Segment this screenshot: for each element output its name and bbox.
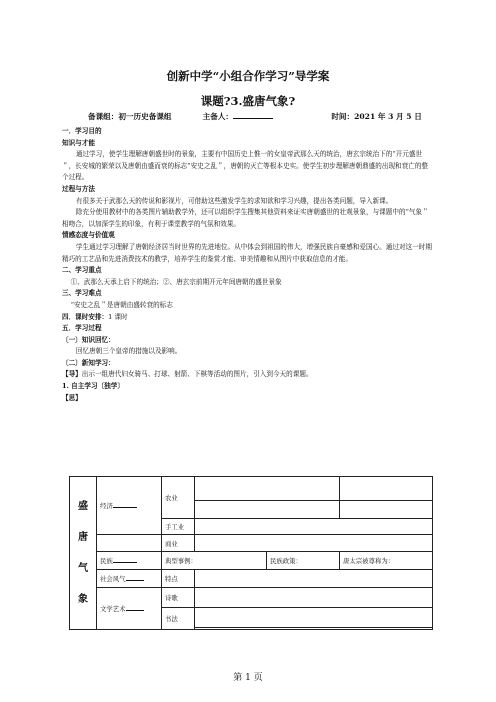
- policy-label: 民族政策：: [270, 557, 302, 566]
- prep-group: 备课组：初一历史备课组: [88, 112, 172, 121]
- custom-label: 社会风气: [100, 574, 126, 583]
- vertical-char-4: 象: [78, 594, 88, 605]
- schedule-line: [62, 312, 434, 324]
- poetry-answer[interactable]: [195, 587, 433, 607]
- heading-self-study: 1. 自主学习〔独学〕: [62, 382, 124, 391]
- agriculture-answer-3[interactable]: [195, 501, 340, 519]
- document-body: [62, 126, 434, 404]
- handicraft-answer[interactable]: [195, 519, 433, 535]
- heading-key-points: 二、学习重点: [62, 266, 102, 275]
- paragraph-process-2: 除充分使用教材中的各类图片辅助教学外，还可以组织学生搜集其他资料来证实唐朝盛世的壮观景象，与课题中的“气象＂相吻合，以加深学生的印象，有利于课堂教学的气氛和效果。: [62, 208, 429, 228]
- features-label: 特点: [165, 574, 178, 583]
- lesson-title: 课题?3.盛唐气象?: [200, 94, 296, 108]
- agriculture-label: 农业: [165, 494, 178, 503]
- heading-difficulty: 三、学习难点: [62, 289, 102, 298]
- commerce-cell: [162, 534, 195, 552]
- calligraphy-answer-extra[interactable]: [195, 627, 433, 629]
- schedule-value: 1 课时: [108, 312, 128, 321]
- typical-label: 典型事例：: [165, 557, 197, 566]
- ethnic-blank: [113, 556, 137, 563]
- intro-tag: 【导】: [62, 370, 82, 379]
- economy-cell: [97, 477, 162, 535]
- commerce-spacer: [97, 534, 162, 552]
- culture-blank: [126, 604, 144, 611]
- poetry-label: 诗歌: [165, 593, 178, 602]
- heading-objectives: 一．学习目的: [62, 127, 102, 135]
- vertical-char-2: 唐: [78, 532, 88, 543]
- heading-new-learning: 〔二〕新知学习：: [62, 358, 115, 367]
- heading-knowledge: 知识与才能: [62, 138, 95, 147]
- ethnic-label: 民族: [100, 557, 113, 566]
- meta-line: [88, 111, 422, 122]
- calligraphy-answer[interactable]: [195, 607, 433, 627]
- custom-blank: [126, 574, 144, 581]
- study-table: [69, 476, 433, 630]
- vertical-char-1: 盛: [78, 501, 88, 512]
- calligraphy-cell: [162, 607, 195, 629]
- paragraph-emotion: 学生通过学习理解了唐朝经济居当时世界的先进地位。从中体会到祖国的伟大，增强民族自豪感和爱国心。通过对这一时期精巧的工艺品和先进消费技术的教学，培养学生的鉴赏才能、审美情趣和从图片中获取信息的才能。: [62, 242, 432, 263]
- heading-process: 过程与方法: [62, 184, 95, 193]
- preparer-blank: [233, 111, 273, 119]
- paragraph-intro: [62, 369, 434, 381]
- economy-blank: [113, 501, 137, 508]
- ethnic-cell: [97, 552, 162, 570]
- paragraph-review: 回忆唐朝三个皇帝的措施以及影响。: [75, 347, 182, 356]
- heading-emotion: 情感态度与价值观: [62, 231, 115, 240]
- typical-cell[interactable]: [162, 552, 267, 570]
- culture-cell: [97, 587, 162, 629]
- agriculture-answer-4[interactable]: [340, 501, 433, 519]
- vertical-char-3: 气: [78, 563, 88, 574]
- preparer-label: 主备人：: [202, 112, 234, 121]
- custom-cell: [97, 570, 162, 588]
- page-number: 第 1 页: [233, 673, 263, 683]
- commerce-answer[interactable]: [195, 534, 433, 552]
- handicraft-label: 手工业: [165, 522, 185, 531]
- agriculture-answer-1[interactable]: [195, 477, 340, 501]
- economy-label: 经济: [100, 501, 113, 510]
- taizong-cell[interactable]: [340, 552, 433, 570]
- heading-schedule: 四．课时安排：: [62, 312, 109, 321]
- commerce-label: 商业: [165, 539, 178, 548]
- agriculture-answer-2[interactable]: [340, 477, 433, 501]
- school-title: 创新中学“小组合作学习”导学案: [166, 69, 330, 83]
- taizong-label: 唐太宗被尊称为：: [343, 557, 395, 566]
- handicraft-cell: [162, 519, 195, 535]
- preparer-field: [203, 111, 329, 122]
- paragraph-key-points: ①、武那么天承上启下的统治；②、唐玄宗前期开元年间唐朝的盛世景象: [70, 277, 282, 286]
- paragraph-difficulty: “安史之乱＂是唐朝由盛转衰的标志: [70, 300, 173, 309]
- think-tag: 【思】: [62, 393, 82, 402]
- paragraph-process-1: 有很多关于武那么天的传说和影视片，可借助这些激发学生的求知欲和学习兴趣，提出各类问题，导入新课。: [75, 196, 393, 205]
- date-line: 时间：2021 年 3 月 5 日: [331, 112, 422, 121]
- features-answer[interactable]: [195, 570, 433, 588]
- intro-text: 出示一组唐代妇女骑马、打球、射箭、下棋等活动的图片，引入到今天的课题。: [81, 370, 313, 379]
- features-cell: [162, 570, 195, 588]
- culture-label: 文学艺术: [100, 604, 126, 613]
- vertical-title-cell: [70, 477, 97, 630]
- heading-process-steps: 五．学习过程: [62, 324, 102, 333]
- calligraphy-label: 书法: [165, 614, 178, 623]
- paragraph-knowledge: 通过学习，使学生理解唐朝盛世时的景象，主要有中国历史上惟一的女皇帝武那么天的统治，唐玄宗统治下的“开元盛世＂，长安城的繁荣以及唐朝由盛而衰的标志“安史之乱＂，唐朝的灭亡等根本史实。使学生初步理解唐朝鼎盛的出现和衰亡的整个过程。: [62, 150, 429, 182]
- heading-review: 〔一〕知识回忆：: [62, 335, 115, 344]
- policy-cell[interactable]: [267, 552, 340, 570]
- agriculture-cell: [162, 477, 195, 519]
- poetry-cell: [162, 587, 195, 607]
